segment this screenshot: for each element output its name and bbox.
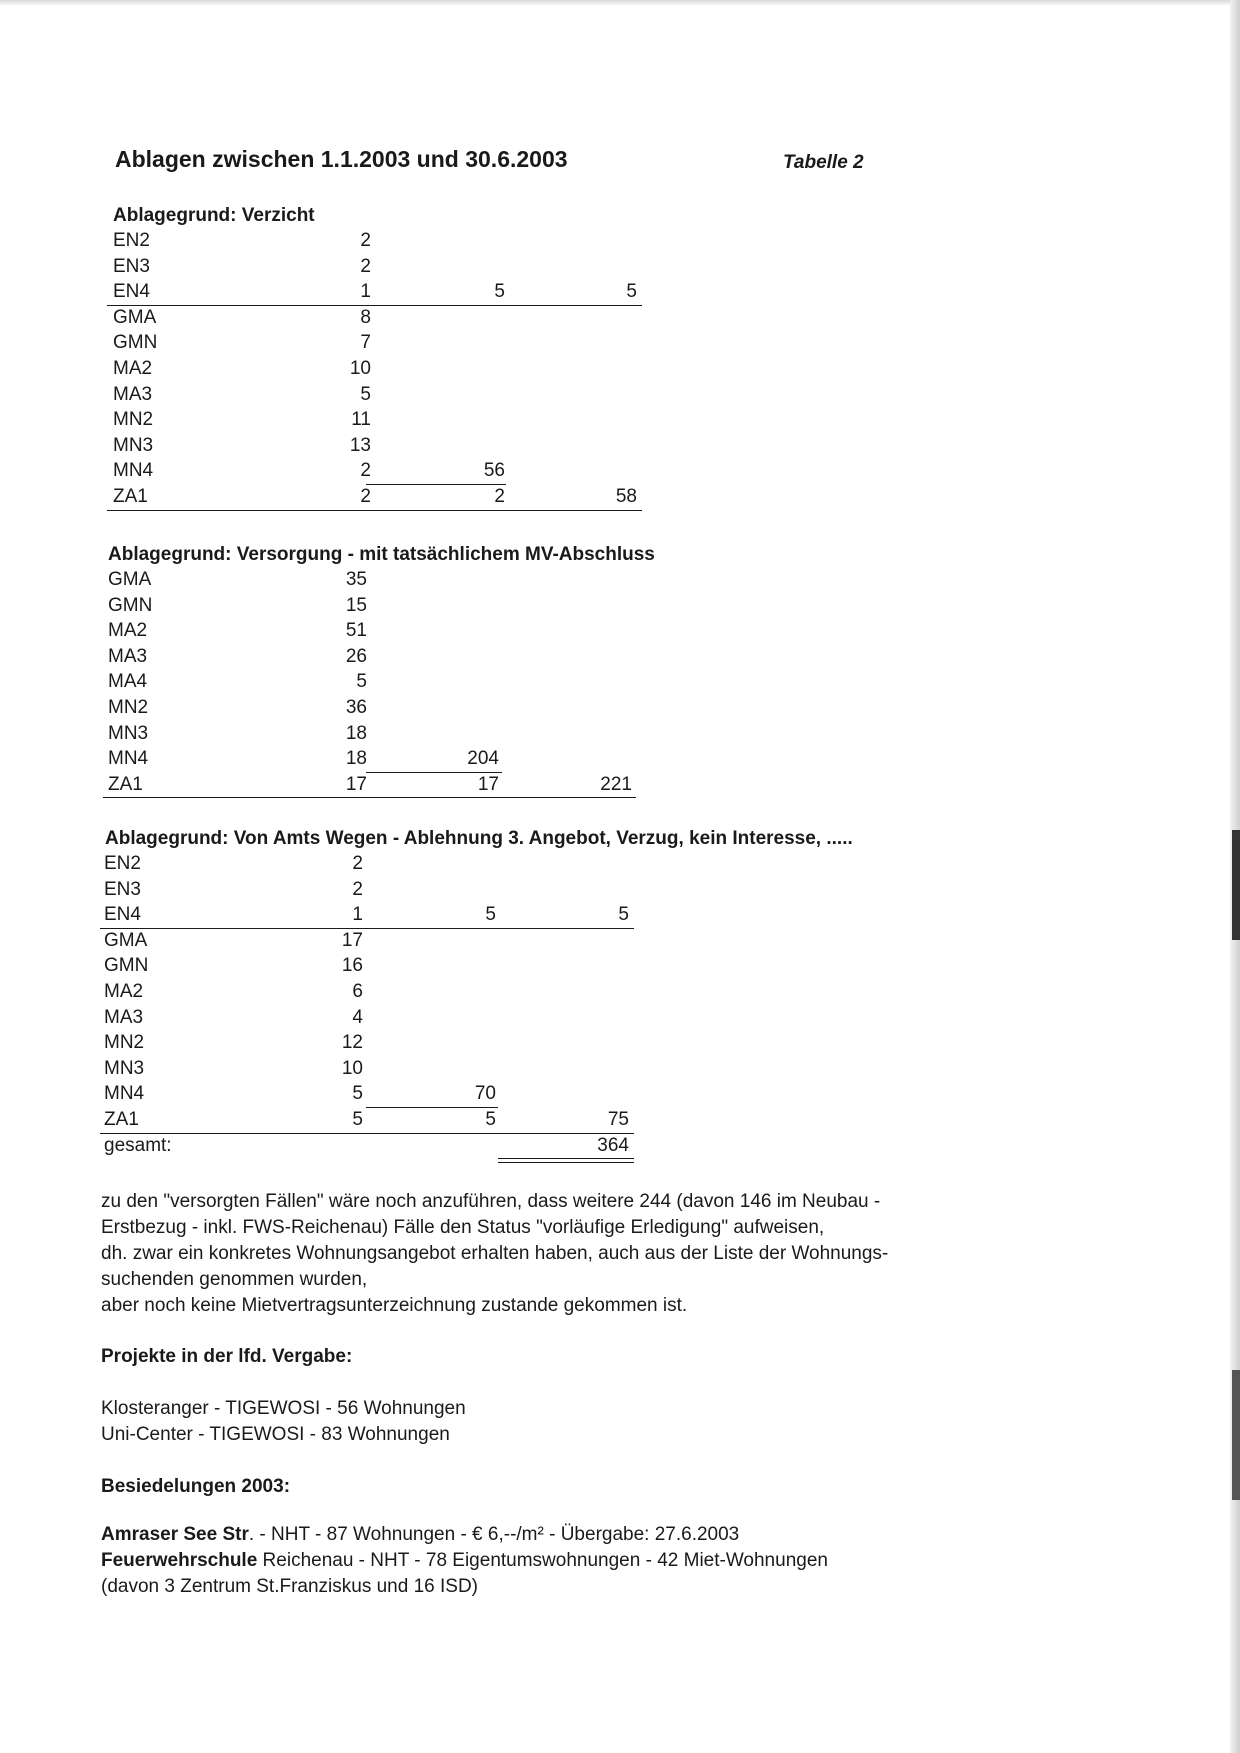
row-value-v2: 56 xyxy=(483,460,505,482)
note-line: suchenden genommen wurden, xyxy=(101,1269,368,1290)
row-value-v1: 1 xyxy=(360,281,371,303)
row-code: GMA xyxy=(108,569,152,590)
row-value-v3: 5 xyxy=(626,281,637,303)
note-line: aber noch keine Mietvertragsunterzeichnung zustande gekommen ist. xyxy=(101,1295,688,1316)
table-rule xyxy=(366,772,502,773)
row-value-v2: 70 xyxy=(474,1083,496,1105)
settlement-name: Feuerwehrschule xyxy=(101,1550,258,1571)
section-heading-versorgung: Ablagegrund: Versorgung - mit tatsächlichem MV-Abschluss xyxy=(108,544,655,565)
row-code: EN2 xyxy=(113,230,150,251)
row-code: GMN xyxy=(113,332,158,354)
table-rule xyxy=(107,510,642,511)
row-value-v3: 75 xyxy=(607,1109,629,1130)
row-value-v1: 2 xyxy=(352,853,363,874)
row-value-v1: 5 xyxy=(352,1083,363,1105)
table-rule xyxy=(366,1107,498,1108)
row-code: MN4 xyxy=(108,748,149,770)
row-code: gesamt: xyxy=(104,1134,172,1156)
row-value-v3: 364 xyxy=(597,1134,629,1156)
row-value-v3: 221 xyxy=(600,773,632,795)
row-code: MA2 xyxy=(113,358,153,379)
row-code: EN3 xyxy=(113,255,150,277)
double-total-rule xyxy=(498,1158,634,1163)
row-code: MN4 xyxy=(113,460,154,482)
row-value-v1: 8 xyxy=(360,306,371,328)
row-code: ZA1 xyxy=(104,1109,139,1130)
settlement-name: Amraser See Str xyxy=(101,1524,249,1545)
row-value-v1: 10 xyxy=(349,358,371,379)
row-value-v3: 5 xyxy=(618,904,629,926)
row-value-v1: 16 xyxy=(341,955,363,977)
settlement-details: Reichenau - NHT - 78 Eigentumswohnungen - 42 Miet-Wohnungen xyxy=(257,1550,828,1571)
section-heading-amts-wegen: Ablagegrund: Von Amts Wegen - Ablehnung 3. Angebot, Verzug, kein Interesse, ..... xyxy=(105,828,853,849)
row-value-v1: 13 xyxy=(349,434,371,456)
settlement-line xyxy=(101,1548,828,1574)
project-item: Uni-Center - TIGEWOSI - 83 Wohnungen xyxy=(101,1424,450,1445)
row-value-v1: 7 xyxy=(360,332,371,354)
scan-edge-mark xyxy=(1232,1370,1240,1500)
projects-heading: Projekte in der lfd. Vergabe: xyxy=(101,1346,353,1367)
row-code: MN2 xyxy=(108,697,149,718)
row-code: MN3 xyxy=(113,434,154,456)
project-item: Klosteranger - TIGEWOSI - 56 Wohnungen xyxy=(101,1398,466,1419)
row-code: ZA1 xyxy=(108,773,143,795)
row-code: GMA xyxy=(113,306,157,328)
page-title: Ablagen zwischen 1.1.2003 und 30.6.2003 xyxy=(115,146,568,172)
row-value-v3: 58 xyxy=(615,486,637,507)
row-code: ZA1 xyxy=(113,486,148,507)
row-value-v1: 35 xyxy=(345,569,367,590)
row-value-v1: 2 xyxy=(360,255,371,277)
row-value-v1: 1 xyxy=(352,904,363,926)
table-rule xyxy=(103,797,636,798)
row-code: MN3 xyxy=(104,1057,145,1079)
section-heading-verzicht: Ablagegrund: Verzicht xyxy=(113,205,315,226)
row-code: MA2 xyxy=(108,620,148,642)
row-value-v1: 26 xyxy=(345,645,367,667)
table-rule xyxy=(100,928,634,929)
row-value-v1: 17 xyxy=(345,773,367,795)
row-code: EN4 xyxy=(104,904,141,926)
row-value-v1: 10 xyxy=(341,1057,363,1079)
row-value-v2: 5 xyxy=(494,281,505,303)
row-value-v1: 11 xyxy=(351,409,371,431)
row-value-v2: 17 xyxy=(477,773,499,795)
row-value-v1: 18 xyxy=(345,748,367,770)
row-value-v1: 15 xyxy=(345,594,367,616)
row-value-v1: 5 xyxy=(352,1109,363,1130)
scan-top-edge xyxy=(0,0,1240,6)
row-value-v1: 5 xyxy=(360,383,371,405)
note-line: zu den "versorgten Fällen" wäre noch anzuführen, dass weitere 244 (davon 146 im Neubau - xyxy=(101,1191,881,1212)
row-code: GMA xyxy=(104,929,148,951)
row-code: MN3 xyxy=(108,722,149,744)
settlement-line: (davon 3 Zentrum St.Franziskus und 16 ISD) xyxy=(101,1576,478,1597)
table-label: Tabelle 2 xyxy=(783,152,864,173)
table-rule xyxy=(107,305,642,306)
row-code: MN4 xyxy=(104,1083,145,1105)
row-code: MN2 xyxy=(113,409,154,431)
row-value-v2: 2 xyxy=(494,486,505,507)
row-value-v2: 5 xyxy=(485,904,496,926)
row-value-v1: 5 xyxy=(356,671,367,693)
row-value-v1: 51 xyxy=(345,620,367,642)
row-code: MA3 xyxy=(108,645,148,667)
row-value-v1: 2 xyxy=(352,878,363,900)
note-line: dh. zwar ein konkretes Wohnungsangebot erhalten haben, auch aus der Liste der Wohnungs- xyxy=(101,1243,889,1264)
row-code: MN2 xyxy=(104,1032,145,1054)
row-code: MA3 xyxy=(113,383,153,405)
row-value-v1: 18 xyxy=(345,722,367,744)
settlement-line xyxy=(101,1522,739,1548)
row-value-v2: 204 xyxy=(467,748,499,770)
row-value-v1: 2 xyxy=(360,486,371,507)
scan-edge-mark xyxy=(1232,830,1240,940)
row-code: MA3 xyxy=(104,1006,144,1028)
table-rule xyxy=(100,1133,634,1134)
row-value-v1: 2 xyxy=(360,230,371,251)
row-value-v1: 36 xyxy=(345,697,367,718)
row-value-v1: 17 xyxy=(341,929,363,951)
row-code: EN3 xyxy=(104,878,141,900)
row-code: MA4 xyxy=(108,671,148,693)
row-code: GMN xyxy=(108,594,153,616)
note-line: Erstbezug - inkl. FWS-Reichenau) Fälle den Status "vorläufige Erledigung" aufweisen, xyxy=(101,1217,825,1238)
row-value-v2: 5 xyxy=(485,1109,496,1130)
row-value-v1: 4 xyxy=(352,1006,363,1028)
row-value-v1: 6 xyxy=(352,981,363,1002)
table-rule xyxy=(366,484,506,485)
settlement-details: . - NHT - 87 Wohnungen - € 6,--/m² - Übergabe: 27.6.2003 xyxy=(248,1524,740,1545)
settlements-heading: Besiedelungen 2003: xyxy=(101,1476,291,1497)
row-code: EN4 xyxy=(113,281,150,303)
row-code: GMN xyxy=(104,955,149,977)
row-value-v1: 12 xyxy=(341,1032,363,1054)
row-value-v1: 2 xyxy=(360,460,371,482)
row-code: MA2 xyxy=(104,981,144,1002)
row-code: EN2 xyxy=(104,853,141,874)
